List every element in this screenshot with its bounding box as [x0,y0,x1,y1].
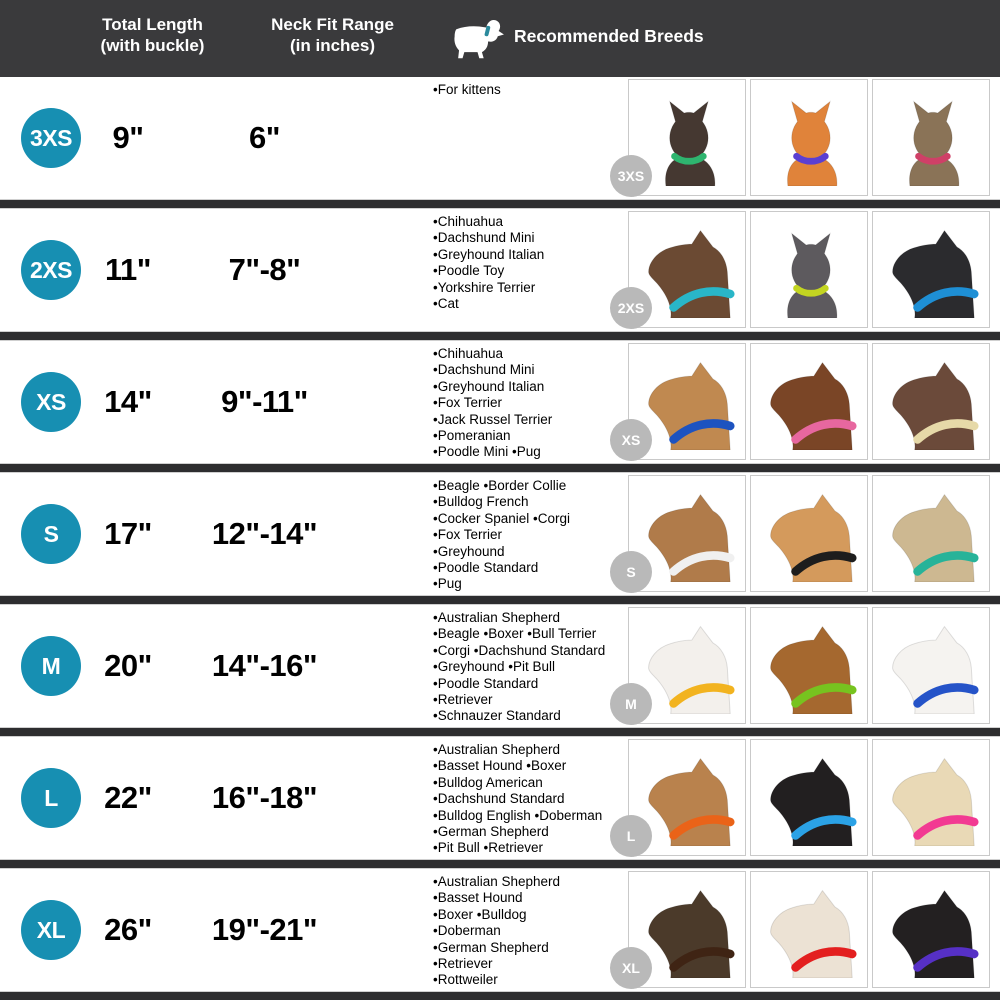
photo-strip [628,871,990,988]
size-watermark-badge: XS [610,419,652,461]
separator-bar [0,859,1000,869]
total-length-value: 17" [104,516,152,551]
breed-line: •Boxer •Bulldog [433,906,527,922]
total-length-value: 11" [105,252,151,287]
breed-line: •Fox Terrier [433,527,502,543]
breed-line: •Rottweiler [433,972,498,988]
breed-line: •Australian Shepherd [433,742,561,757]
header-neck-fit-line1: Neck Fit Range [271,15,394,34]
animal-photo [750,871,868,988]
separator-bar [0,463,1000,473]
header-total-length-line1: Total Length [102,15,203,34]
breed-line: •Bulldog American [433,774,543,790]
animal-photo [750,343,868,460]
size-circle [21,636,81,696]
breed-line: •Dachshund Mini [433,362,535,378]
separator-bar [0,199,1000,209]
header-recommended-breeds: Recommended Breeds [514,26,704,46]
size-label: L [44,784,58,811]
size-circle [21,372,81,432]
photo-strip [628,343,990,460]
breed-line: •Pit Bull •Retriever [433,840,543,856]
header-neck-fit-line2: (in inches) [289,36,375,55]
breed-line: •Dachshund Standard [433,791,565,807]
total-length-value: 9" [112,120,144,155]
header-neck-fit [235,14,430,56]
separator-bar [0,331,1000,341]
animal-photo [872,871,990,988]
breed-list [433,742,631,857]
photo-strip [628,79,990,196]
bottom-bar [0,991,1000,1000]
size-circle [21,768,81,828]
breed-line: •Jack Russel Terrier [433,411,553,427]
total-length-value: 14" [104,384,152,419]
breed-line: •Basset Hound •Boxer [433,758,567,774]
neck-fit-value: 6" [249,120,280,155]
dog-with-collar-icon [442,16,506,60]
animal-photo [750,79,868,196]
animal-photo [872,79,990,196]
animal-photo [750,607,868,724]
size-row-m [0,605,1000,727]
breed-line: •Beagle •Border Collie [433,478,567,493]
animal-photo [872,343,990,460]
size-label: 2XS [30,256,72,283]
animal-photo [872,211,990,328]
breed-list [433,874,631,989]
total-length-value: 20" [104,648,152,683]
breed-line: •Fox Terrier [433,395,502,411]
breed-line: •Poodle Mini •Pug [433,444,541,460]
total-length-value: 26" [104,912,152,947]
breed-line: •Greyhound •Pit Bull [433,659,556,675]
breed-list [433,346,631,461]
size-label: S [43,520,59,547]
photo-strip [628,211,990,328]
separator-bar [0,727,1000,737]
size-watermark-badge: L [610,815,652,857]
photo-strip [628,607,990,724]
animal-photo [872,607,990,724]
animal-photo [872,475,990,592]
size-watermark-badge: M [610,683,652,725]
breed-line: •Australian Shepherd [433,610,561,625]
header-total-length [55,14,250,56]
neck-fit-value: 14"-16" [211,648,318,683]
breed-line: •Pomeranian [433,428,511,444]
breed-line: •Yorkshire Terrier [433,279,536,295]
size-label: M [41,652,61,679]
size-row-l [0,737,1000,859]
breed-line: •Poodle Standard [433,675,539,691]
breed-line: •Cat [433,296,459,312]
breed-line: •Chihuahua [433,346,504,361]
photo-strip [628,475,990,592]
breed-line: •Greyhound Italian [433,246,545,262]
size-circle [21,504,81,564]
breed-line: •For kittens [433,82,501,97]
breed-list [433,478,631,593]
breed-line: •Australian Shepherd [433,874,561,889]
size-watermark-badge: XL [610,947,652,989]
total-length-value: 22" [104,780,152,815]
breed-line: •Basset Hound [433,890,523,906]
neck-fit-value: 12"-14" [211,516,318,551]
size-watermark-badge: 2XS [610,287,652,329]
size-circle [21,900,81,960]
neck-fit-value: 16"-18" [211,780,318,815]
animal-photo [750,211,868,328]
neck-fit-value: 9"-11" [221,384,308,419]
breed-line: •Cocker Spaniel •Corgi [433,510,571,526]
table-header [0,0,1000,77]
separator-bar [0,595,1000,605]
size-label: XL [36,916,66,943]
size-watermark-badge: 3XS [610,155,652,197]
animal-photo [750,475,868,592]
breed-line: •Greyhound [433,543,505,559]
breed-line: •Poodle Toy [433,263,505,279]
header-total-length-line2: (with buckle) [100,36,205,55]
breed-list [433,610,631,725]
neck-fit-value: 7"-8" [228,252,301,287]
animal-photo [750,739,868,856]
size-label: XS [36,388,66,415]
size-row-3xs [0,77,1000,199]
breed-line: •Chihuahua [433,214,504,229]
breed-line: •Schnauzer Standard [433,708,561,724]
photo-strip [628,739,990,856]
breed-line: •German Shepherd [433,939,549,955]
breed-line: •Corgi •Dachshund Standard [433,642,606,658]
size-circle [21,240,81,300]
breed-line: •Greyhound Italian [433,378,545,394]
breed-line: •Pug [433,576,462,592]
breed-line: •Bulldog French [433,494,529,510]
breed-line: •Doberman [433,923,501,939]
size-label: 3XS [30,124,72,151]
breed-line: •Retriever [433,956,493,972]
breed-list [433,214,631,312]
animal-photo [872,739,990,856]
breed-line: •Retriever [433,692,493,708]
size-row-s [0,473,1000,595]
size-row-xl [0,869,1000,991]
breed-line: •Poodle Standard [433,560,539,576]
breed-line: •Dachshund Mini [433,230,535,246]
size-circle [21,108,81,168]
breed-list [433,82,631,98]
breed-line: •Beagle •Boxer •Bull Terrier [433,626,597,642]
breed-line: •Bulldog English •Doberman [433,807,603,823]
size-row-2xs [0,209,1000,331]
neck-fit-value: 19"-21" [211,912,318,947]
size-watermark-badge: S [610,551,652,593]
breed-line: •German Shepherd [433,824,549,840]
size-row-xs [0,341,1000,463]
